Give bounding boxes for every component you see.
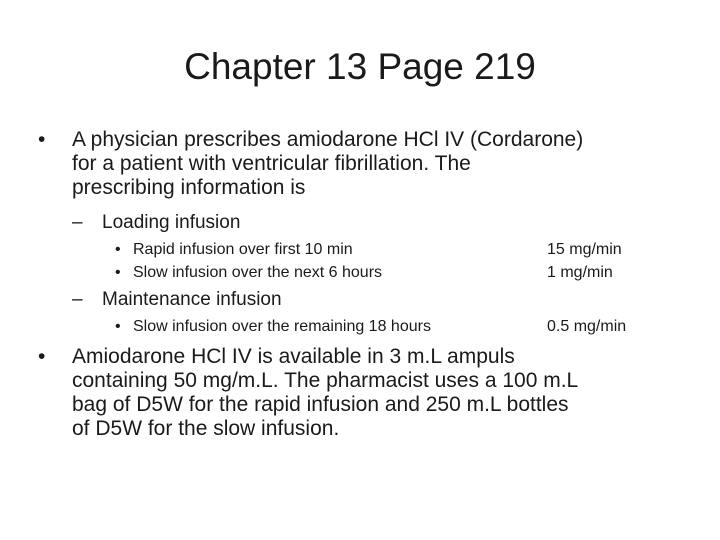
maintenance-infusion-heading: Maintenance infusion — [102, 289, 282, 310]
rapid-infusion-text: Rapid infusion over first 10 min — [133, 241, 353, 258]
slow-infusion-18h-text: Slow infusion over the remaining 18 hours — [133, 318, 431, 335]
slow-infusion-6h-marker: • — [115, 264, 121, 281]
bullet-1-line-2: for a patient with ventricular fibrillation. The — [72, 152, 471, 175]
loading-infusion-heading: Loading infusion — [102, 212, 241, 233]
slow-infusion-6h-text: Slow infusion over the next 6 hours — [133, 264, 383, 281]
slow-infusion-6h-rate: 1 mg/min — [547, 264, 613, 281]
bullet-2-line-4: of D5W for the slow infusion. — [72, 417, 340, 440]
bullet-2-line-3: bag of D5W for the rapid infusion and 250 m.L bottles — [72, 393, 569, 416]
bullet-1-line-1: A physician prescribes amiodarone HCl IV (Cordarone) — [72, 128, 584, 151]
slow-infusion-18h-rate: 0.5 mg/min — [547, 318, 627, 335]
slow-infusion-18h-marker: • — [115, 318, 121, 335]
bullet-1-marker: • — [38, 128, 46, 151]
rapid-infusion-marker: • — [115, 241, 121, 258]
bullet-1-line-3: prescribing information is — [72, 176, 306, 199]
loading-infusion-dash: – — [72, 212, 83, 233]
rapid-infusion-rate: 15 mg/min — [547, 241, 622, 258]
bullet-2-line-1: Amiodarone HCl IV is available in 3 m.L ampuls — [72, 345, 515, 368]
slide-title: Chapter 13 Page 219 — [184, 46, 536, 87]
maintenance-infusion-dash: – — [72, 289, 83, 310]
bullet-2-line-2: containing 50 mg/m.L. The pharmacist uses a 100 m.L — [72, 369, 579, 392]
bullet-2-marker: • — [38, 345, 46, 368]
